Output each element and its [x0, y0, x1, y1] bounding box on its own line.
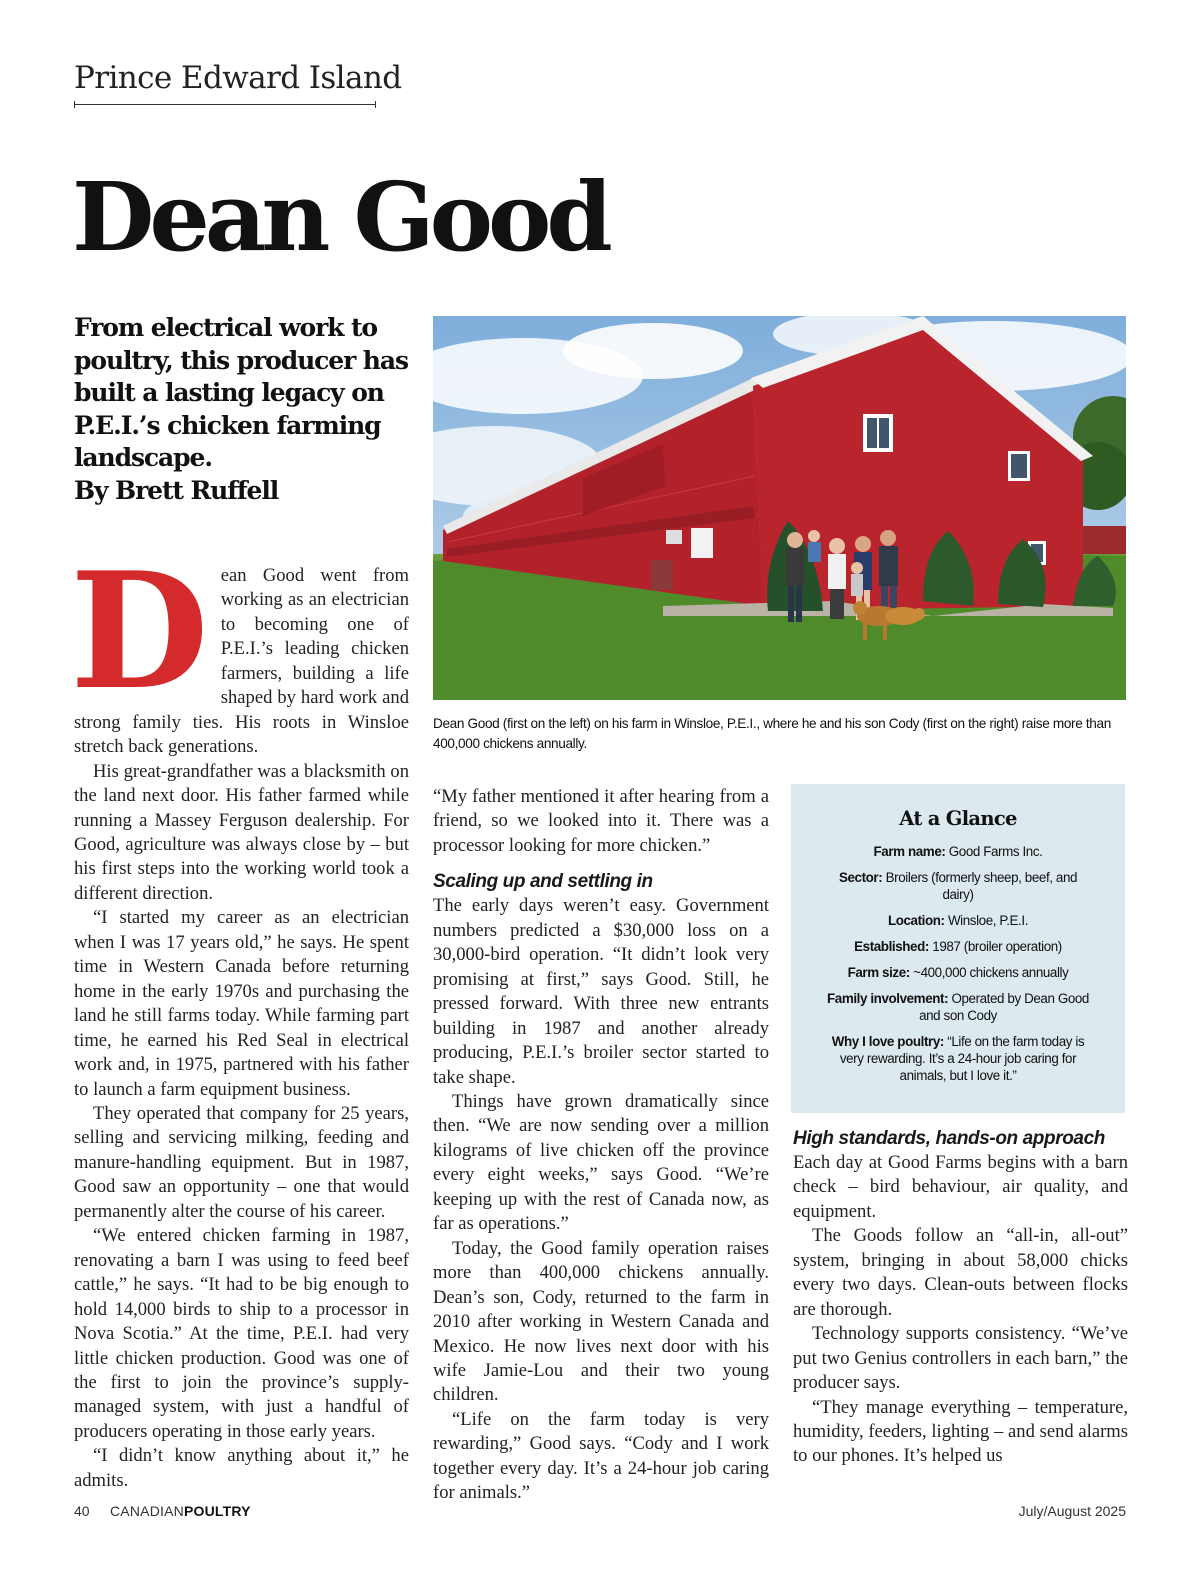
body-paragraph: The early days weren’t easy. Government numbers predicted a $30,000 loss on a 30,000-bird operation. “It didn’t look very promising at first,” says Good. Still, he pressed forward. With three new entrants building in 1987 and another already producing, P.E.I.’s broiler sector started to take shape. — [433, 895, 769, 1088]
glance-item-established: Established: 1987 (broiler operation) — [854, 939, 1062, 954]
body-paragraph: Dean Good went from working as an electrician to becoming one of P.E.I.’s leading chicken farmers, building a life shaped by hard work and strong family ties. His roots in Winsloe stretch back generations. — [70, 537, 409, 758]
body-paragraph: “I didn’t know anything about it,” he admits. — [74, 1445, 409, 1491]
issue-date: July/August 2025 — [1018, 1503, 1126, 1519]
body-paragraph: The Goods follow an “all-in, all-out” system, bringing in about 58,000 chicks every two days. Clean-outs between flocks are thorough. — [793, 1225, 1128, 1320]
body-paragraph: “They manage everything – temperature, humidity, feeders, lighting – and send alarms to our phones. It’s helped us — [793, 1396, 1128, 1467]
glance-title: At a Glance — [899, 807, 1017, 830]
body-paragraph: “We entered chicken farming in 1987, renovating a barn I was using to feed beef cattle,” he says. “It had to be big enough to hold 14,000 birds to ship to a processor in Nova Scotia.” At the time, P.E.I. had very little chicken production. Good was one of the first to join the province’s supply-managed system, with just a handful of producers operating in those early years. — [74, 1225, 409, 1442]
glance-item-family: Family involvement: Operated by Dean Good and son Cody — [827, 991, 1089, 1023]
section-label: Prince Edward Island — [74, 60, 402, 96]
magazine-name: CANADIANPOULTRY — [110, 1503, 251, 1519]
glance-item-sector: Sector: Broilers (formerly sheep, beef, and dairy) — [838, 870, 1078, 902]
glance-item-farm-size: Farm size: ~400,000 chickens annually — [847, 965, 1069, 980]
body-paragraph: Today, the Good family operation raises more than 400,000 chickens annually. Dean’s son, Cody, returned to the farm in 2010 after working in Western Canada and Mexico. He now lives next door with his wife Jamie-Lou and their two young children. — [433, 1237, 769, 1406]
barn-family-illustration — [433, 316, 1126, 700]
subhead-high-standards: High standards, hands-on approach — [793, 1128, 1105, 1149]
body-paragraph: “Life on the farm today is very rewarding,” Good says. “Cody and I work together every day. It’s a 24-hour job caring for animals.” — [433, 1408, 769, 1504]
photo-caption: Dean Good (first on the left) on his farm in Winsloe, P.E.I., where he and his son Cody (first on the right) raise more than 400,000 chickens annually. — [433, 716, 1111, 751]
glance-item-why-love: Why I love poultry: “Life on the farm today is very rewarding. It’s a 24-hour job caring for animals, but I love it.” — [831, 1034, 1085, 1083]
drop-cap: D — [70, 537, 209, 725]
article-title: Dean Good — [72, 162, 608, 273]
glance-item-location: Location: Winsloe, P.E.I. — [887, 913, 1029, 928]
at-a-glance-box — [791, 784, 1125, 1113]
body-paragraph: They operated that company for 25 years, selling and servicing milking, feeding and manure-handling equipment. But in 1987, Good saw an opportunity – one that would permanently alter the course of his career. — [74, 1102, 409, 1222]
subhead-scaling-up: Scaling up and settling in — [433, 871, 653, 893]
body-paragraph: “I started my career as an electrician when I was 17 years old,” he says. He spent time in Western Canada before returning home in the early 1970s and purchasing the land he still farms today. While farming part time, he earned his Red Seal in electrical work and, in 1975, partnered with his father to launch a farm equipment business. — [74, 907, 409, 1100]
section-divider — [74, 104, 376, 105]
article-column-1 — [70, 537, 409, 1493]
body-paragraph: Technology supports consistency. “We’ve put two Genius controllers in each barn,” the producer says. — [793, 1323, 1128, 1394]
body-paragraph: His great-grandfather was a blacksmith on the land next door. His father farmed while running a Massey Ferguson dealership. For Good, agriculture was always close by – but his first steps into the working world took a different direction. — [74, 760, 409, 904]
farm-photo — [433, 316, 1126, 700]
byline: By Brett Ruffell — [74, 475, 279, 505]
page-number: 40 — [74, 1503, 90, 1519]
body-paragraph: Each day at Good Farms begins with a barn check – bird behaviour, air quality, and equipment. — [793, 1152, 1128, 1222]
article-column-2 — [433, 785, 769, 1506]
deck-text: From electrical work to poultry, this producer has built a lasting legacy on P.E.I.’s chicken farming landscape. — [74, 313, 408, 472]
article-column-3 — [793, 1127, 1128, 1469]
body-paragraph: Things have grown dramatically since then. “We are now sending over a million kilograms of live chicken off the province every eight weeks,” says Good. “We’re keeping up with the rest of Canada now, as far as operations.” — [433, 1090, 769, 1235]
glance-item-farm-name: Farm name: Good Farms Inc. — [873, 844, 1043, 859]
article-deck — [74, 312, 424, 507]
body-paragraph: “My father mentioned it after hearing from a friend, so we looked into it. There was a processor looking for more chicken.” — [433, 786, 769, 856]
